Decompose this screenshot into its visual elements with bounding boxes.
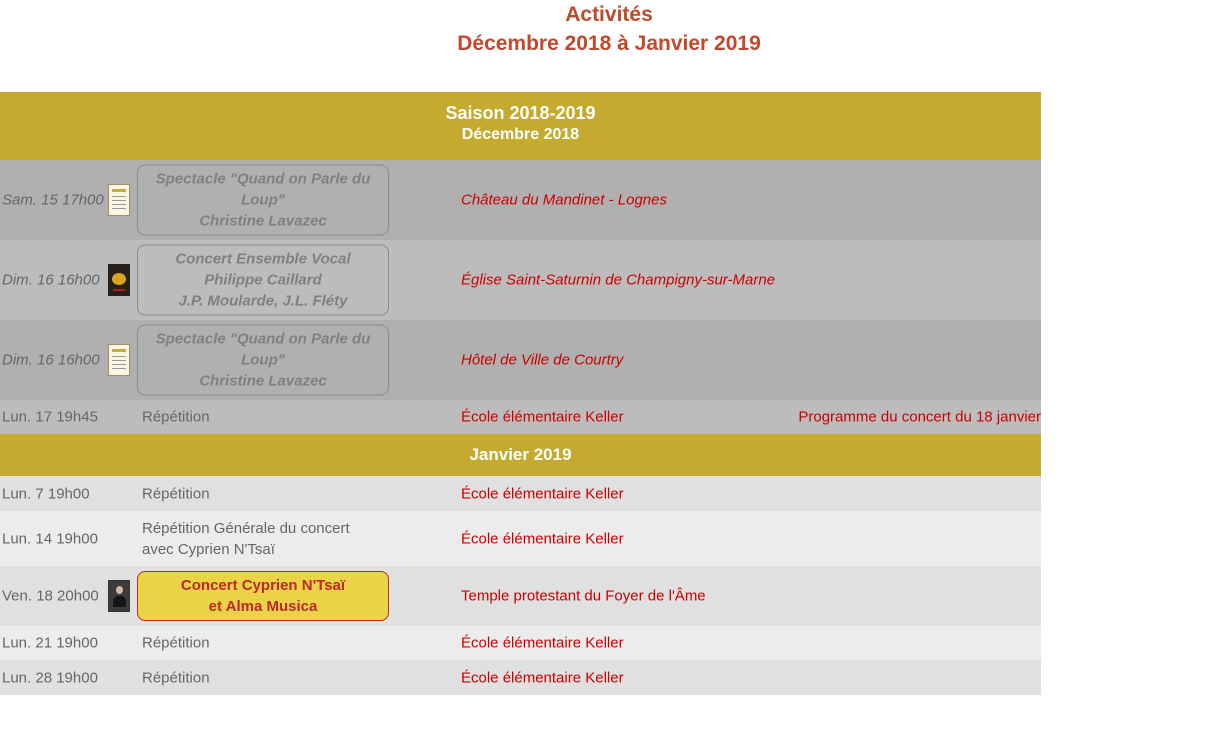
- event-title-line: Concert Ensemble Vocal: [175, 250, 351, 268]
- event-activity: [142, 633, 210, 654]
- event-date: Ven. 18 20h00: [2, 587, 99, 605]
- event-title-line: et Alma Musica: [208, 598, 318, 615]
- poster-icon[interactable]: [108, 184, 130, 216]
- event-title-line: Loup": [241, 351, 285, 369]
- event-activity: [142, 483, 210, 504]
- event-date: Lun. 17 19h45: [2, 408, 98, 426]
- poster-icon[interactable]: [108, 344, 130, 376]
- table-row: [0, 626, 1041, 660]
- activity-line: Répétition: [142, 485, 210, 502]
- concert-program-link[interactable]: Programme du concert du 18 janvier: [798, 408, 1041, 426]
- month-title-december: Décembre 2018: [461, 126, 580, 143]
- event-title-line: Philippe Caillard: [204, 271, 322, 289]
- event-activity: [142, 667, 210, 688]
- event-date: Lun. 14 19h00: [2, 530, 98, 547]
- event-place: Temple protestant du Foyer de l'Âme: [461, 587, 706, 605]
- table-row: [0, 240, 1041, 320]
- activities-table: [0, 92, 1041, 695]
- event-place: Château du Mandinet - Lognes: [461, 191, 667, 209]
- season-title: Saison 2018-2019: [445, 103, 596, 123]
- event-date: Lun. 21 19h00: [2, 634, 98, 652]
- table-row: [0, 566, 1041, 626]
- featured-concert-button[interactable]: [137, 571, 389, 621]
- event-date: Dim. 16 16h00: [2, 271, 100, 289]
- event-place: Église Saint-Saturnin de Champigny-sur-Marne: [461, 271, 776, 289]
- event-activity: [142, 518, 350, 560]
- artist-photo-icon[interactable]: [108, 580, 130, 612]
- activity-line: avec Cyprien N'Tsaï: [142, 540, 275, 558]
- event-title-line: Loup": [241, 191, 285, 209]
- activity-line: Répétition: [142, 634, 210, 652]
- table-row: [0, 660, 1041, 695]
- event-place: École élémentaire Keller: [461, 485, 624, 502]
- event-place: Hôtel de Ville de Courtry: [461, 351, 624, 369]
- page-subtitle: Décembre 2018 à Janvier 2019: [457, 32, 761, 55]
- event-activity: Répétition: [142, 408, 210, 426]
- event-place: École élémentaire Keller: [461, 530, 624, 547]
- table-row: [0, 320, 1041, 400]
- event-title-line: J.P. Moularde, J.L. Fléty: [178, 292, 348, 310]
- event-title-line: Christine Lavazec: [199, 212, 327, 230]
- event-title-line: Christine Lavazec: [199, 372, 327, 390]
- event-button[interactable]: [137, 325, 389, 396]
- event-title-line: Spectacle "Quand on Parle du: [155, 170, 371, 188]
- table-row: [0, 511, 1041, 566]
- event-date: Lun. 28 19h00: [2, 669, 98, 686]
- event-place: École élémentaire Keller: [461, 669, 624, 686]
- event-place: École élémentaire Keller: [461, 408, 624, 426]
- table-row: [0, 160, 1041, 240]
- month-title-january: Janvier 2019: [0, 434, 1041, 476]
- activity-line: Répétition: [142, 669, 210, 686]
- concert-poster-icon[interactable]: [108, 264, 130, 296]
- table-row: [0, 476, 1041, 511]
- event-date: Sam. 15 17h00: [2, 191, 104, 209]
- season-header: [0, 92, 1041, 160]
- event-date: Lun. 7 19h00: [2, 485, 90, 502]
- table-row: [0, 400, 1041, 434]
- event-button[interactable]: [137, 245, 389, 316]
- event-place: École élémentaire Keller: [461, 634, 624, 652]
- event-date: Dim. 16 16h00: [2, 351, 100, 369]
- activity-line: Répétition Générale du concert: [142, 519, 350, 537]
- event-button[interactable]: [137, 165, 389, 236]
- event-title-line: Concert Cyprien N'Tsaï: [180, 577, 346, 594]
- event-title-line: Spectacle "Quand on Parle du: [155, 330, 371, 348]
- page-title: Activités: [565, 3, 653, 26]
